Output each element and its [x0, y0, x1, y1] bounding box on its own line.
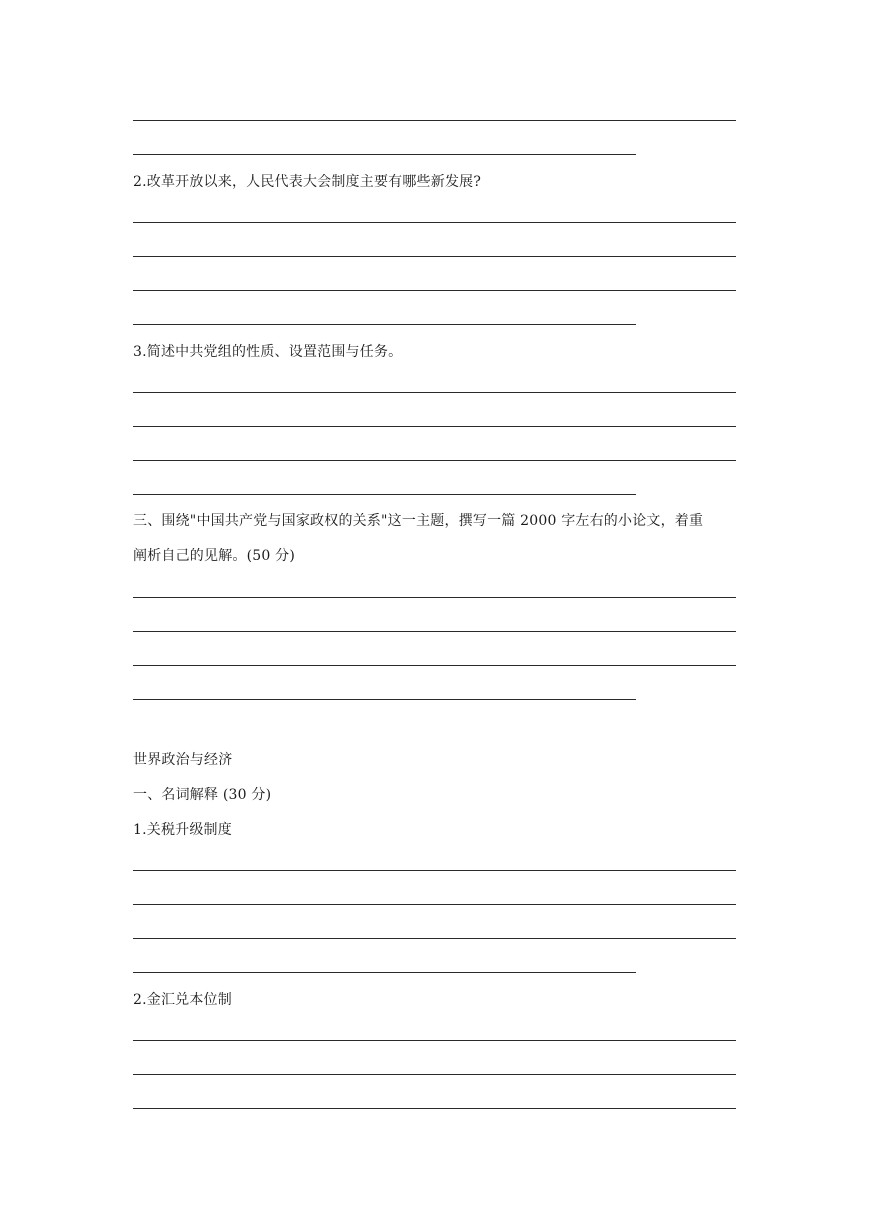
answer-line: [133, 631, 736, 632]
answer-line: [133, 460, 736, 461]
answer-line: [133, 324, 636, 325]
text-line: 2.金汇兑本位制: [133, 992, 232, 1008]
answer-line: [133, 1108, 736, 1109]
text-line: 世界政治与经济: [133, 752, 233, 768]
text-line: 3.简述中共党组的性质、设置范围与任务。: [133, 344, 403, 360]
answer-line: [133, 222, 736, 223]
answer-line: [133, 1040, 736, 1041]
answer-line: [133, 290, 736, 291]
text-line: 一、名词解释 (30 分): [133, 787, 272, 803]
text-line: 三、围绕"中国共产党与国家政权的关系"这一主题，撰写一篇 2000 字左右的小论文，着重: [133, 513, 704, 529]
answer-line: [133, 1074, 736, 1075]
answer-line: [133, 972, 636, 973]
answer-line: [133, 665, 736, 666]
answer-line: [133, 597, 736, 598]
answer-line: [133, 699, 636, 700]
answer-line: [133, 154, 636, 155]
answer-line: [133, 870, 736, 871]
answer-line: [133, 904, 736, 905]
answer-line: [133, 938, 736, 939]
answer-line: [133, 392, 736, 393]
answer-line: [133, 120, 736, 121]
answer-line: [133, 426, 736, 427]
text-line: 2.改革开放以来，人民代表大会制度主要有哪些新发展?: [133, 174, 482, 190]
text-line: 1.关税升级制度: [133, 822, 232, 838]
answer-line: [133, 494, 636, 495]
answer-line: [133, 256, 736, 257]
text-line: 阐析自己的见解。(50 分): [133, 548, 295, 564]
